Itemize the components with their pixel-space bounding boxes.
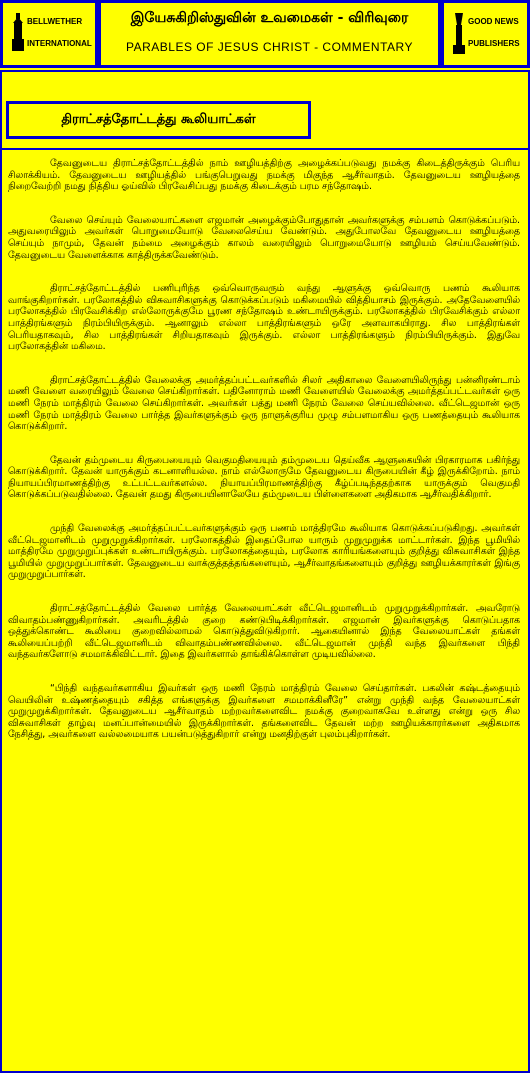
header-title-box <box>98 0 441 68</box>
title-english: PARABLES OF JESUS CHRIST - COMMENTARY <box>126 40 413 54</box>
bell-tower-icon <box>11 13 25 53</box>
section-divider <box>0 148 530 150</box>
paragraph: தேவன் தம்முடைய கிருபையையும் வெகுமதியையும் தம்முடைய தெய்வீக ஆளுகையின் பிரகாரமாக பகிர்ந்து கொடுக்கிறார். தேவன் யாருக்கும் கடனாளியல்ல. நாம் எல்லோருமே தேவனுடைய கிருபையின் கீழ் இருக்கிறோம். நாம் நியாயப்பிரமாணத்திற்கு உட்பட்டவர்களல்ல. நியாயப்பிரமாணத்திற்கு கீழ்ப்படிந்ததற்காக யாருக்கும் வெகுமதி கொடுக்கப்படுவதில்லை. தேவன் தமது கிருபையினாலேயே தம்முடைய பிள்ளைகளை அதிகமாக ஆசீர்வதிக்கிறார். <box>8 454 520 501</box>
frame-left <box>0 70 2 1073</box>
right-logo-line1: GOOD NEWS <box>468 17 519 26</box>
section-title: திராட்சத்தோட்டத்து கூலியாட்கள் <box>61 112 256 127</box>
title-tamil: இயேசுகிறிஸ்துவின் உவமைகள் - விரிவுரை <box>130 10 409 26</box>
section-title-box <box>6 101 311 139</box>
left-logo-box <box>0 0 98 68</box>
left-logo-line1: BELLWETHER <box>27 17 83 26</box>
commentary-body <box>8 158 520 763</box>
paragraph: தேவனுடைய திராட்சத்தோட்டத்தில் நாம் ஊழியத்திற்கு அழைக்கப்படுவது நமக்கு கிடைத்திருக்கும் பெரிய சிலாக்கியம். தேவனுடைய ஊழியத்தில் பங்குபெறுவது நமக்கு மிகுந்த ஆசீர்வாதம். தேவனுடைய ஊழியத்தை நிறைவேற்றி நமது நித்திய ஓய்வில் பிரவேசிப்பது நமக்கு கிடைக்கும் பரம சந்தோஷம். <box>8 158 520 193</box>
paragraph: திராட்சத்தோட்டத்தில் வேலைக்கு அமர்த்தப்பட்டவர்களில் சிலர் அதிகாலை வேளையிலிருந்து பன்னிரண்டாம் மணி வேளை வரையிலும் வேலை செய்கிறார்கள். பதினோராம் மணி வேளையில் வேலைக்கு அமர்த்தப்பட்டவர்கள் ஒரு மணி நேரம் மாத்திரம் வேலை செய்கிறார்கள். அவர்கள் பத்து மணி நேரம் வேலை செய்யவில்லை. வீட்டெஜமான் ஒரு மணி நேரம் மாத்திரம் வேலை பார்த்த இவர்களுக்கும் ஒரு நாளுக்குரிய முழு சம்பளமாகிய ஒரு பணத்தையும் கூலியாக கொடுக்கிறார். <box>8 374 520 433</box>
right-logo-box <box>441 0 530 68</box>
paragraph: “பிந்தி வந்தவர்களாகிய இவர்கள் ஒரு மணி நேரம் மாத்திரம் வேலை செய்தார்கள். பகலின் கஷ்டத்தையும் வெயிலின் உஷ்ணத்தையும் சகித்த எங்களுக்கு இவர்களை சமமாக்கினீரே” என்று முந்தி வந்த வேலையாட்கள் முறுமுறுக்கிறார்கள். தேவனுடைய ஆசீர்வாதம் மற்றவர்களைவிட நமக்கு குறைவாகவே உள்ளது என்று ஒரு சில விசுவாசிகள் தாழ்வு மனப்பான்மையில் இருக்கிறார்கள். தங்களைவிட தேவன் மற்ற ஊழியக்காரர்களை அதிகமாக நேசித்து, அவர்களை வல்லமையாக பயன்படுத்துகிறார் என்று மனதிற்குள் புலம்புகிறார்கள். <box>8 683 520 741</box>
paragraph: திராட்சத்தோட்டத்தில் வேலை பார்த்த வேலையாட்கள் வீட்டெஜமானிடம் முறுமுறுக்கிறார்கள். அவரோடு விவாதம்பண்ணுகிறார்கள். அவரிடத்தில் குறை கண்டுபிடிக்கிறார்கள். எஜமான் இவர்களுக்கு கொடுப்பதாக ஒத்துக்கொண்ட கூலியை குறைவில்லாமல் கொடுத்துவிடுகிறார். ஆகையினால் இந்த வேலையாட்கள் தங்கள் கூலியைப்பற்றி வீட்டெஜமானிடம் விவாதம்பண்ணவில்லை. வீட்டெஜமான் முந்தி வந்த இவர்களை பிந்தி வந்தவர்களோடு சமமாக்கிவிட்டார். இதை இவர்களால் தாங்கிக்கொள்ள முடியவில்லை. <box>8 603 520 661</box>
paragraph: திராட்சத்தோட்டத்தில் பணிபுரிந்த ஒவ்வொருவரும் வந்து ஆளுக்கு ஒவ்வொரு பணம் கூலியாக வாங்குகிறார்கள். பரலோகத்தில் விசுவாசிகளுக்கு கொடுக்கப்படும் மகிமையில் வித்தியாசம் இருக்கும். அதேவேளையில் பரலோகத்தில் பிரவேசிக்கிற எல்லோருக்குமே பூரண சந்தோஷம் உண்டாயிருக்கும். பரலோகத்தில் பிரவேசிக்கும் எல்லா பாத்திரங்களும் நிரம்பியிருக்கும். ஆனாலும் எல்லா பாத்திரங்களும் ஒரே அளவாகயிராது. சில பாத்திரங்கள் பெரியதாகவும், சில பாத்திரங்கள் சிறியதாகவும் இருக்கும். எல்லா பாத்திரங்களும் நிரம்பியிருக்கும். இதுவே பரலோகத்தின் மகிமை. <box>8 283 520 353</box>
right-logo-line2: PUBLISHERS <box>468 39 520 48</box>
header-divider <box>0 70 530 72</box>
torch-icon <box>452 13 466 55</box>
paragraph: வேலை செய்யும் வேலையாட்களை எஜமான் அழைக்கும்போதுதான் அவர்களுக்கு சம்பளம் கொடுக்கப்படும். அதுவரையிலும் அவர்கள் பொறுமையோடு வேலைசெய்ய வேண்டும். அதுபோலவே தேவனுடைய ஊழியத்தை செய்யும் நாமும், தேவன் நம்மை அழைக்கும் காலம் வரையிலும் பொறுமையோடு ஊழியம் செய்யவேண்டும். தேவனுடைய வேளைக்காக காத்திருக்கவேண்டும். <box>8 214 520 261</box>
left-logo-line2: INTERNATIONAL <box>27 39 92 48</box>
paragraph: முந்தி வேலைக்கு அமர்த்தப்பட்டவர்களுக்கும் ஒரு பணம் மாத்திரமே கூலியாக கொடுக்கப்படுகிறது. அவர்கள் வீட்டெஜமானிடம் முறுமுறுக்கிறார்கள். பரலோகத்தில் இதைப்போல யாரும் முறுமுறுக்க மாட்டார்கள். இந்த பூமியில் மாத்திரமே முறுமுறுப்புக்கள் உண்டாயிருக்கும். பரலோகத்தையும், பரலோக காரியங்களையும் குறித்து விசுவாசிகள் இந்த பூமியில் முறுமுறுப்பார்கள். தேவனுடைய வாக்குத்தத்தங்களையும், ஆசீர்வாதங்களையும் குறித்து ஊழியக்காரர்கள் இங்கு முறுமுறுப்பார்கள். <box>8 523 520 581</box>
